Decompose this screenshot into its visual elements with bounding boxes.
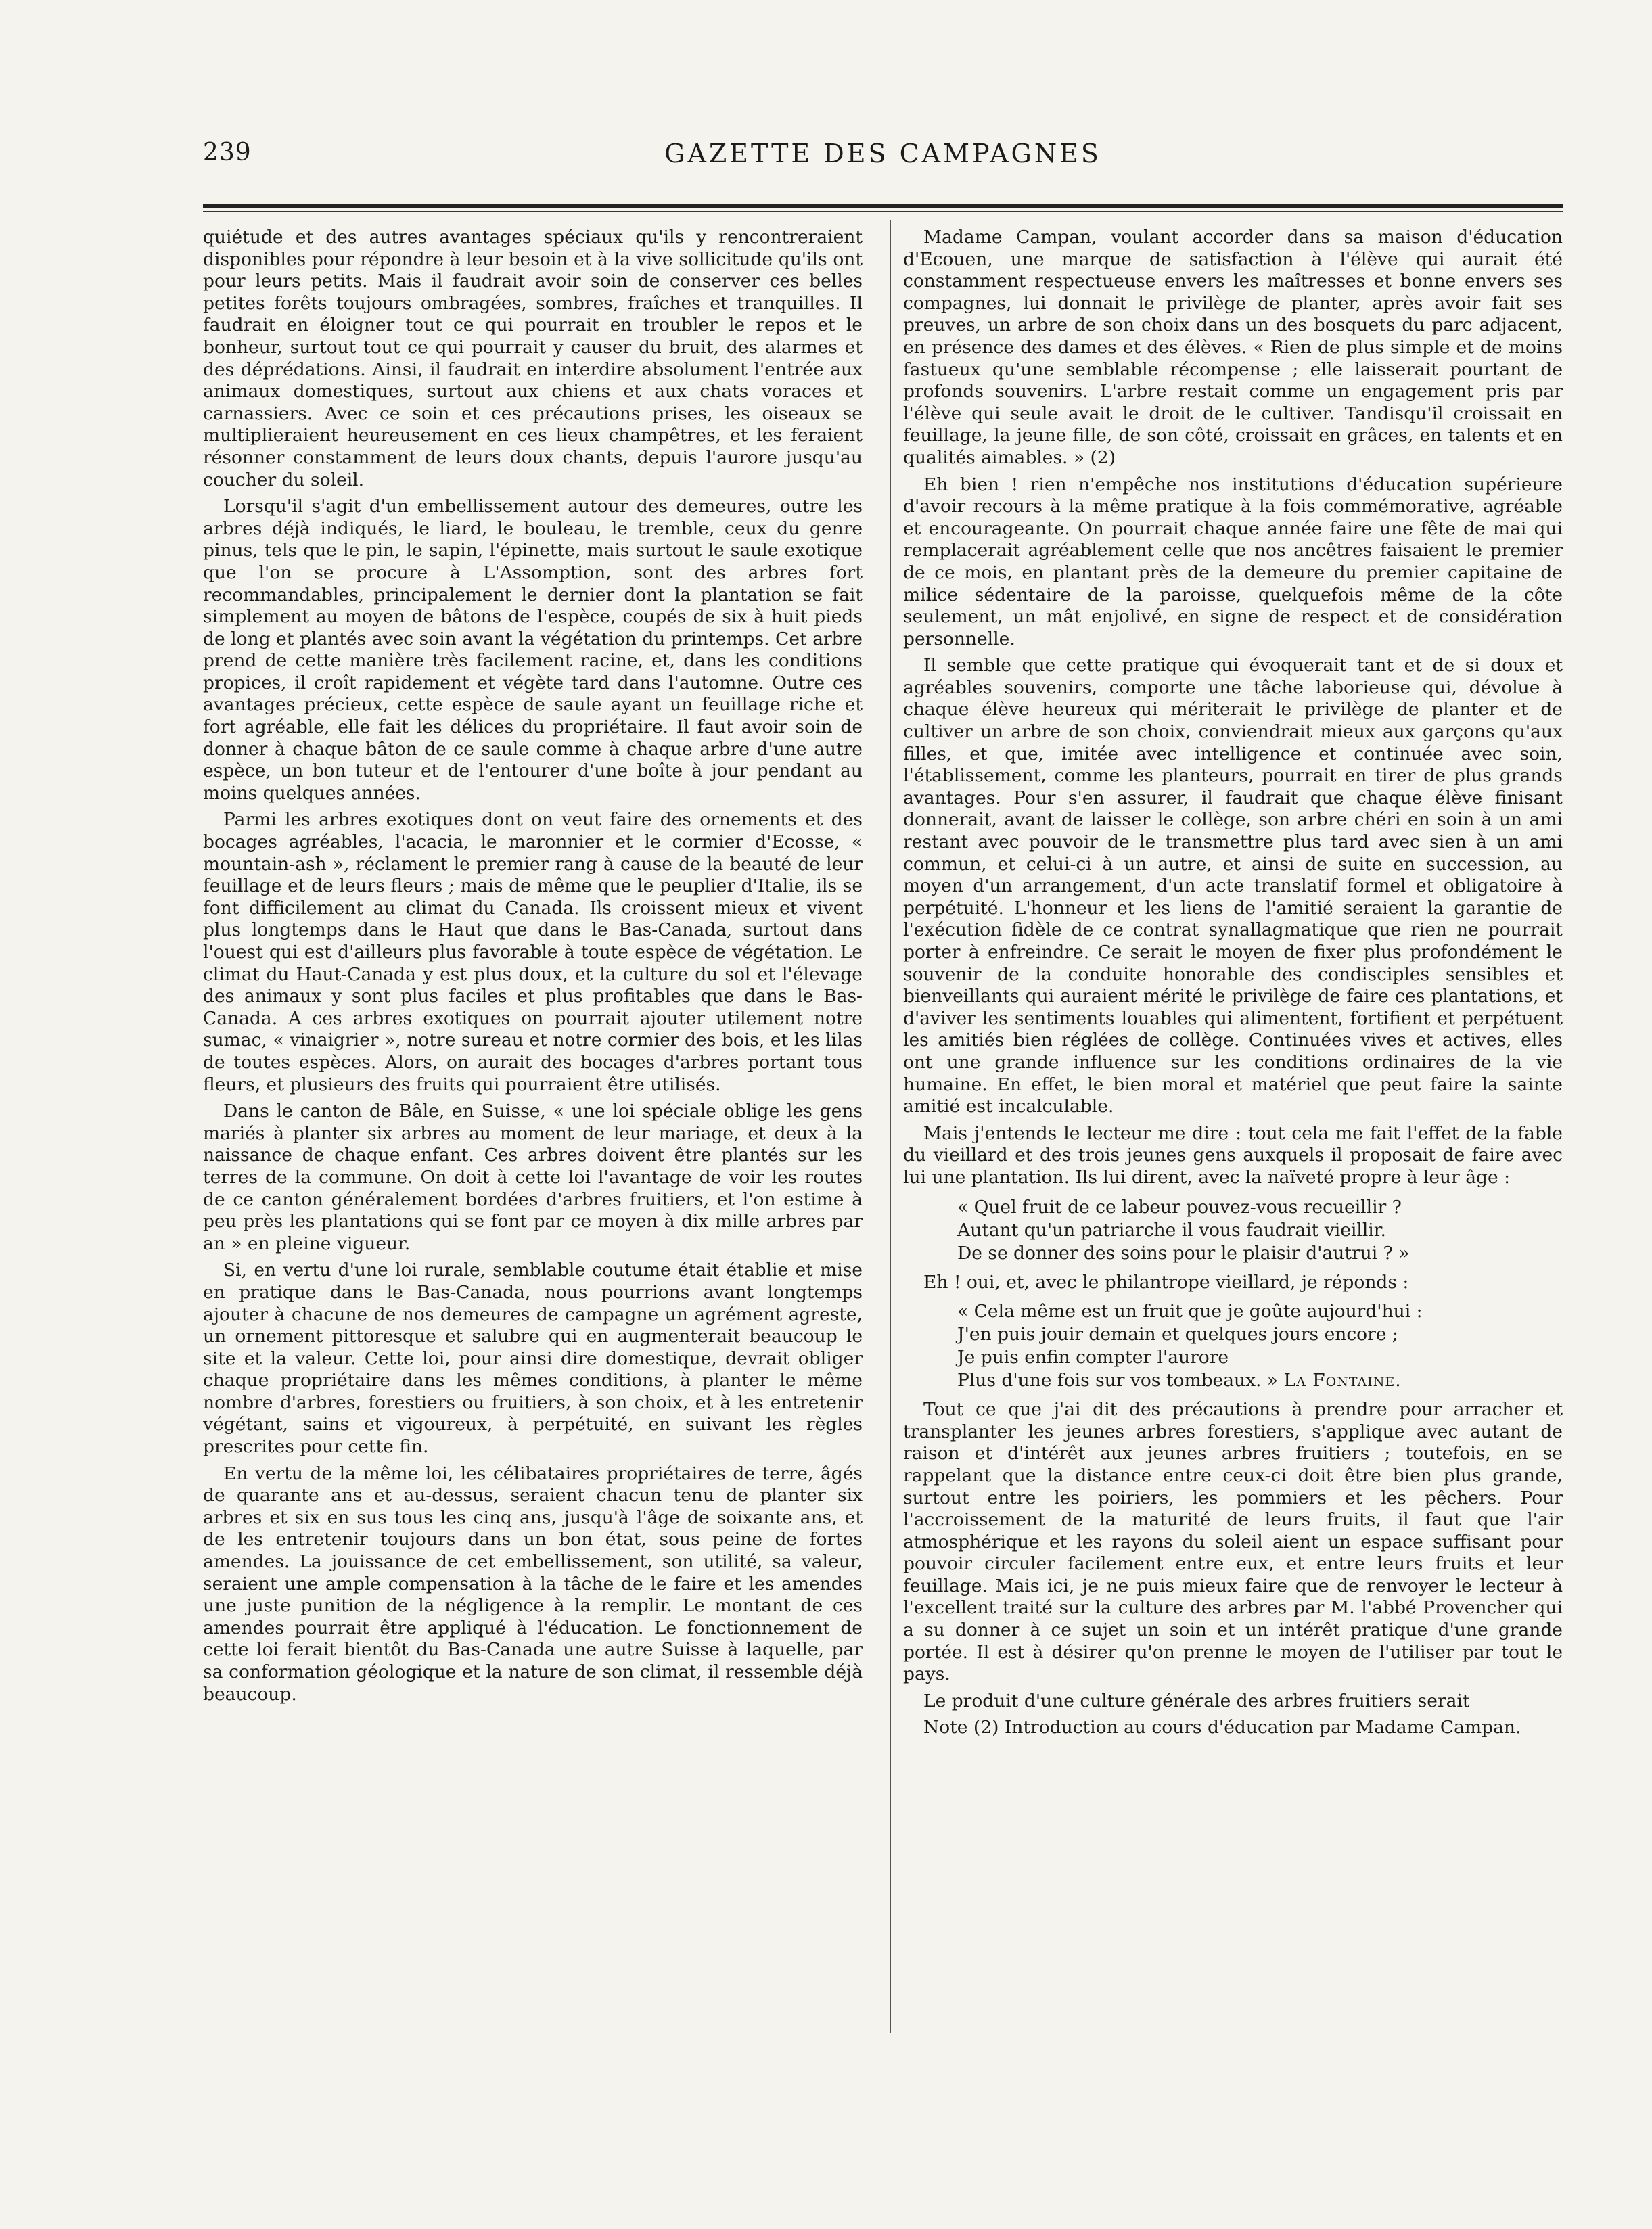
verse-line: J'en puis jouir demain et quelques jours encore ; bbox=[957, 1324, 1398, 1346]
paragraph: Lorsqu'il s'agit d'un embellissement autour des demeures, outre les arbres déjà indiqués, le liard, le bouleau, le tremble, ceux du genre pinus, tels que le pin, le sapin, l'épinette, mais surtout le saule exotique que l'on se procure à L'Assomption, sont des arbres fort recommandables, principalement le dernier dont la plantation se fait simplement au moyen de bâtons de l'espèce, coupés de six à huit pieds de long et plantés avec soin avant la végétation du printemps. Cet arbre prend de cette manière très facilement racine, et, dans les conditions propices, il croît rapidement et végète tard dans l'automne. Outre ces avantages précieux, cette espèce de saule ayant un feuillage riche et fort agréable, elle fait les délices du propriétaire. Il faut avoir soin de donner à chaque bâton de ce saule comme à chaque arbre d'une autre espèce, un bon tuteur et de l'entourer d'une boîte à jour pendant au moins quelques années. bbox=[203, 496, 863, 804]
paragraph: quiétude et des autres avantages spéciaux qu'ils y rencontreraient disponibles pour répondre à leur besoin et à la vive sollicitude qu'ils ont pour leurs petits. Mais il faudrait avoir soin de conserver ces belles petites forêts toujours ombragées, sombres, fraîches et tranquilles. Il faudrait en éloigner tout ce qui pourrait en troubler le repos et le bonheur, surtout tout ce qui pourrait y causer du bruit, des alarmes et des déprédations. Ainsi, il faudrait en interdire absolument l'entrée aux animaux domestiques, surtout aux chiens et aux chats voraces et carnassiers. Avec ce soin et ces précautions prises, les oiseaux se multiplieraient heureusement en ces lieux champêtres, et les feraient résonner constamment de leurs doux chants, depuis l'aurore jusqu'au coucher du soleil. bbox=[203, 227, 863, 490]
paragraph: En vertu de la même loi, les célibataires propriétaires de terre, âgés de quarante ans et au-dessus, seraient chacun tenu de planter six arbres et six en sus tous les cinq ans, jusqu'à l'âge de soixante ans, et de les entretenir toujours dans un bon état, sous peine de fortes amendes. La jouissance de cet embellissement, son utilité, sa valeur, seraient une ample compensation à la tâche de le faire et les amendes une juste punition de la négligence à la remplir. Le montant de ces amendes pourrait être appliqué à l'éducation. Le fonctionnement de cette loi ferait bientôt du Bas-Canada une autre Suisse à laquelle, par sa conformation géologique et la nature de son climat, il ressemble déjà beaucoup. bbox=[203, 1463, 863, 1705]
paragraph: Eh bien ! rien n'empêche nos institutions d'éducation supérieure d'avoir recours à la même pratique à la fois commémorative, agréable et encourageante. On pourrait chaque année faire une fête de mai qui remplacerait agréablement celle que nos ancêtres faisaient le premier de ce mois, en plantant près de la demeure du premier capitaine de milice sédentaire de la paroisse, quelquefois même de la côte seulement, un mât enjolivé, en signe de respect et de considération personnelle. bbox=[903, 474, 1563, 649]
verse-line-with-author bbox=[957, 1369, 1563, 1392]
paragraph: Eh ! oui, et, avec le philantrope vieillard, je réponds : bbox=[923, 1271, 1409, 1293]
paragraph: Mais j'entends le lecteur me dire : tout cela me fait l'effet de la fable du vieillard et des trois jeunes gens auxquels il proposait de faire avec lui une plantation. Ils lui dirent, avec la naïveté propre à leur âge : bbox=[903, 1122, 1563, 1188]
paragraph: Le produit d'une culture générale des arbres fruitiers serait bbox=[923, 1690, 1470, 1711]
paragraph: Tout ce que j'ai dit des précautions à prendre pour arracher et transplanter les jeunes arbres forestiers, s'applique avec autant de raison et d'intérêt aux jeunes arbres fruitiers ; toutefois, en se rappelant que la distance entre ceux-ci doit être bien plus grande, surtout entre les poiriers, les pommiers et les pêchers. Pour l'accroissement de la maturité de leurs fruits, il faut que l'air atmosphérique et les rayons du soleil aient un espace suffisant pour pouvoir circuler facilement entre eux, et entre leurs fruits et leur feuillage. Mais ici, je ne puis mieux faire que de renvoyer le lecteur à l'excellent traité sur la culture des arbres par M. l'abbé Provencher qui a su donner à ce sujet un soin et un intérêt pratique d'une grande portée. Il est à désirer qu'on prenne le moyen de l'utiliser par tout le pays. bbox=[903, 1399, 1563, 1685]
paragraph: Dans le canton de Bâle, en Suisse, « une loi spéciale oblige les gens mariés à planter six arbres au moment de leur mariage, et deux à la naissance de chaque enfant. Ces arbres doivent être plantés sur les terres de la commune. On doit à cette loi l'avantage de voir les routes de ce canton généralement bordées d'arbres fruitiers, et l'on estime à peu près les plantations qui se font par ce moyen à dix mille arbres par an » en pleine vigueur. bbox=[203, 1101, 863, 1254]
verse-quote-2 bbox=[957, 1300, 1563, 1392]
page-number: 239 bbox=[203, 139, 252, 166]
paragraph: Parmi les arbres exotiques dont on veut faire des ornements et des bocages agréables, l'acacia, le maronnier et le cormier d'Ecosse, « mountain-ash », réclament le premier rang à cause de la beauté de leur feuillage et de leurs fleurs ; mais de même que le peuplier d'Italie, ils se font difficilement au climat du Canada. Ils croissent mieux et vivent plus longtemps dans le Haut que dans le Bas-Canada, surtout dans l'ouest qui est d'ailleurs plus favorable à toute espèce de végétation. Le climat du Haut-Canada y est plus doux, et la culture du sol et l'élevage des animaux y sont plus faciles et plus profitables que dans le Bas-Canada. A ces arbres exotiques on pourrait ajouter utilement notre sumac, « vinaigrier », notre sureau et notre cormier des bois, et les lilas de toutes espèces. Alors, on aurait des bocages d'arbres portant tous fleurs, et plusieurs des fruits qui pourraient être utilisés. bbox=[203, 809, 863, 1095]
header-rule-thick bbox=[203, 204, 1563, 208]
paragraph: Madame Campan, voulant accorder dans sa maison d'éducation d'Ecouen, une marque de satisfaction à l'élève qui aurait été constamment respectueuse envers les maîtresses et bonne envers ses compagnes, lui donnait le privilège de planter, après avoir fait ses preuves, un arbre de son choix dans un des bosquets du parc adjacent, en présence des dames et des élèves. « Rien de plus simple et de moins fastueux qu'une semblable récompense ; elle laisserait pourtant de profonds souvenirs. L'arbre restait comme un engagement pris par l'élève qui seule avait le droit de le cultiver. Tandisqu'il croissait en feuillage, la jeune fille, de son côté, croissait en grâces, en talents et en qualités aimables. » (2) bbox=[903, 227, 1563, 468]
page-header bbox=[203, 139, 1563, 179]
verse-line: Je puis enfin compter l'aurore bbox=[957, 1347, 1229, 1369]
verse-author: La Fontaine. bbox=[1283, 1370, 1402, 1392]
left-column bbox=[203, 227, 863, 1705]
header-rule-thin bbox=[203, 211, 1563, 212]
verse-line: « Quel fruit de ce labeur pouvez-vous recueillir ? bbox=[957, 1196, 1402, 1218]
verse-line: Plus d'une fois sur vos tombeaux. » bbox=[957, 1370, 1279, 1392]
verse-line: Autant qu'un patriarche il vous faudrait vieillir. bbox=[957, 1219, 1386, 1241]
column-divider bbox=[890, 220, 891, 2033]
footnote: Note (2) Introduction au cours d'éducation par Madame Campan. bbox=[923, 1717, 1521, 1739]
right-column bbox=[903, 227, 1563, 1739]
paragraph: Si, en vertu d'une loi rurale, semblable coutume était établie et mise en pratique dans le Bas-Canada, nous pourrions avant longtemps ajouter à chacune de nos demeures de campagne un agrément agreste, un ornement pittoresque et salubre qui en augmenterait beaucoup le site et la valeur. Cette loi, pour ainsi dire domestique, devrait obliger chaque propriétaire dans les mêmes conditions, à planter le même nombre d'arbres, forestiers ou fruitiers, à son choix, et à les entretenir végétant, sains et vigoureux, à perpétuité, en suivant les règles prescrites pour cette fin. bbox=[203, 1260, 863, 1458]
verse-line: « Cela même est un fruit que je goûte aujourd'hui : bbox=[957, 1301, 1423, 1323]
masthead-title: GAZETTE DES CAMPAGNES bbox=[664, 139, 1101, 168]
paragraph: Il semble que cette pratique qui évoquerait tant et de si doux et agréables souvenirs, comporte une tâche laborieuse qui, dévolue à chaque élève heureux qui mériterait le privilège de planter et de cultiver un arbre de son choix, conviendrait mieux aux garçons qu'aux filles, et que, imitée avec intelligence et continuée avec soin, l'établissement, comme les planteurs, pourrait en tirer de plus grands avantages. Pour s'en assurer, il faudrait que chaque élève finisant donnerait, avant de laisser le collège, son arbre chéri en soin à un ami restant avec pouvoir de le transmettre plus tard avec sien à un ami commun, et celui-ci à un autre, et ainsi de suite en succession, au moyen d'un arrangement, d'un acte translatif formel et obligatoire à perpétuité. L'honneur et les liens de l'amitié seraient la garantie de l'exécution fidèle de ce contrat synallagmatique que rien ne pourrait porter à enfreindre. Ce serait le moyen de fixer plus profondément le souvenir de la conduite honorable des condisciples sensibles et bienveillants qui auraient mérité le privilège de faire ces plantations, et d'aviver les sentiments louables qui alimentent, fortifient et perpétuent les amitiés bien réglées de collège. Continuées vives et actives, elles ont une grande influence sur les conditions ordinaires de la vie humaine. En effet, le bien moral et matériel que peut faire la sainte amitié est incalculable. bbox=[903, 655, 1563, 1118]
verse-line: De se donner des soins pour le plaisir d'autrui ? » bbox=[957, 1242, 1410, 1264]
verse-quote-1 bbox=[957, 1196, 1563, 1265]
